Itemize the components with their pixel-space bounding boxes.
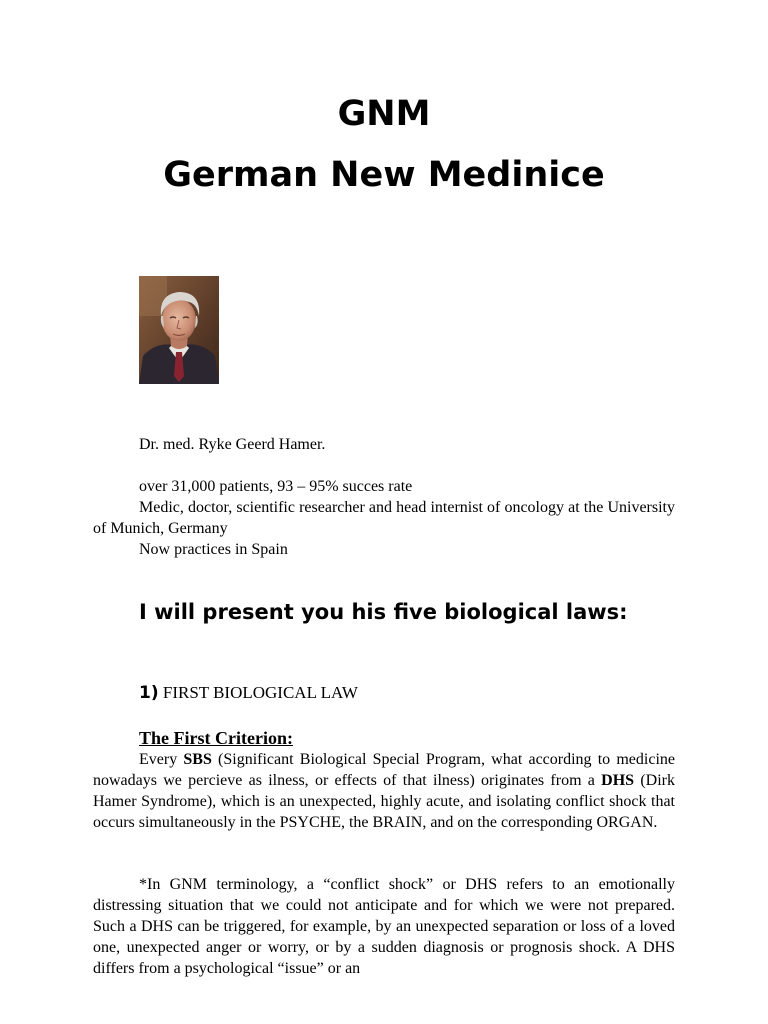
author-role: Medic, doctor, scientific researcher and head internist of oncology at the University of Munich, Germany (93, 499, 675, 537)
para1-text-c: (Dirk Hamer Syndrome), which is an unexpected, highly acute, and isolating conflict shock that occurs simultaneously in the PSYCHE, the BRAIN, and on the corresponding ORGAN. (93, 772, 676, 831)
portrait-image (139, 276, 219, 384)
laws-heading: I will present you his five biological laws: (139, 600, 628, 624)
para1-term-dhs: DHS (601, 772, 635, 789)
para1-text-b: (Significant Biological Special Program, what according to medicine nowadays we percieve as ilness, or effects of that ilness) originates from a (93, 751, 676, 789)
paragraph-sbs (93, 749, 675, 833)
para1-text-a: Every (139, 751, 184, 768)
first-law-heading (139, 682, 358, 704)
author-patients: over 31,000 patients, 93 – 95% succes rate (139, 478, 413, 495)
author-practice: Now practices in Spain (139, 541, 288, 558)
author-name: Dr. med. Ryke Geerd Hamer. (139, 436, 326, 453)
criterion-heading: The First Criterion: (139, 728, 293, 748)
first-law-title: FIRST BIOLOGICAL LAW (162, 683, 358, 702)
para1-term-sbs: SBS (183, 751, 212, 768)
author-portrait (139, 276, 219, 384)
first-law-number: 1) (139, 683, 159, 703)
paragraph-dhs-definition: *In GNM terminology, a “conflict shock” or DHS refers to an emotionally distressing situation that we could not anticipate and for which we were not prepared. Such a DHS can be triggered, for example, by an unexpected separation or loss of a loved one, unexpected anger or worry, or by a sudden diagnosis or prognosis shock. A DHS differs from a psychological “issue” or an (93, 876, 675, 977)
document-title-abbrev: GNM (337, 94, 431, 134)
document-title: German New Medinice (163, 155, 605, 195)
